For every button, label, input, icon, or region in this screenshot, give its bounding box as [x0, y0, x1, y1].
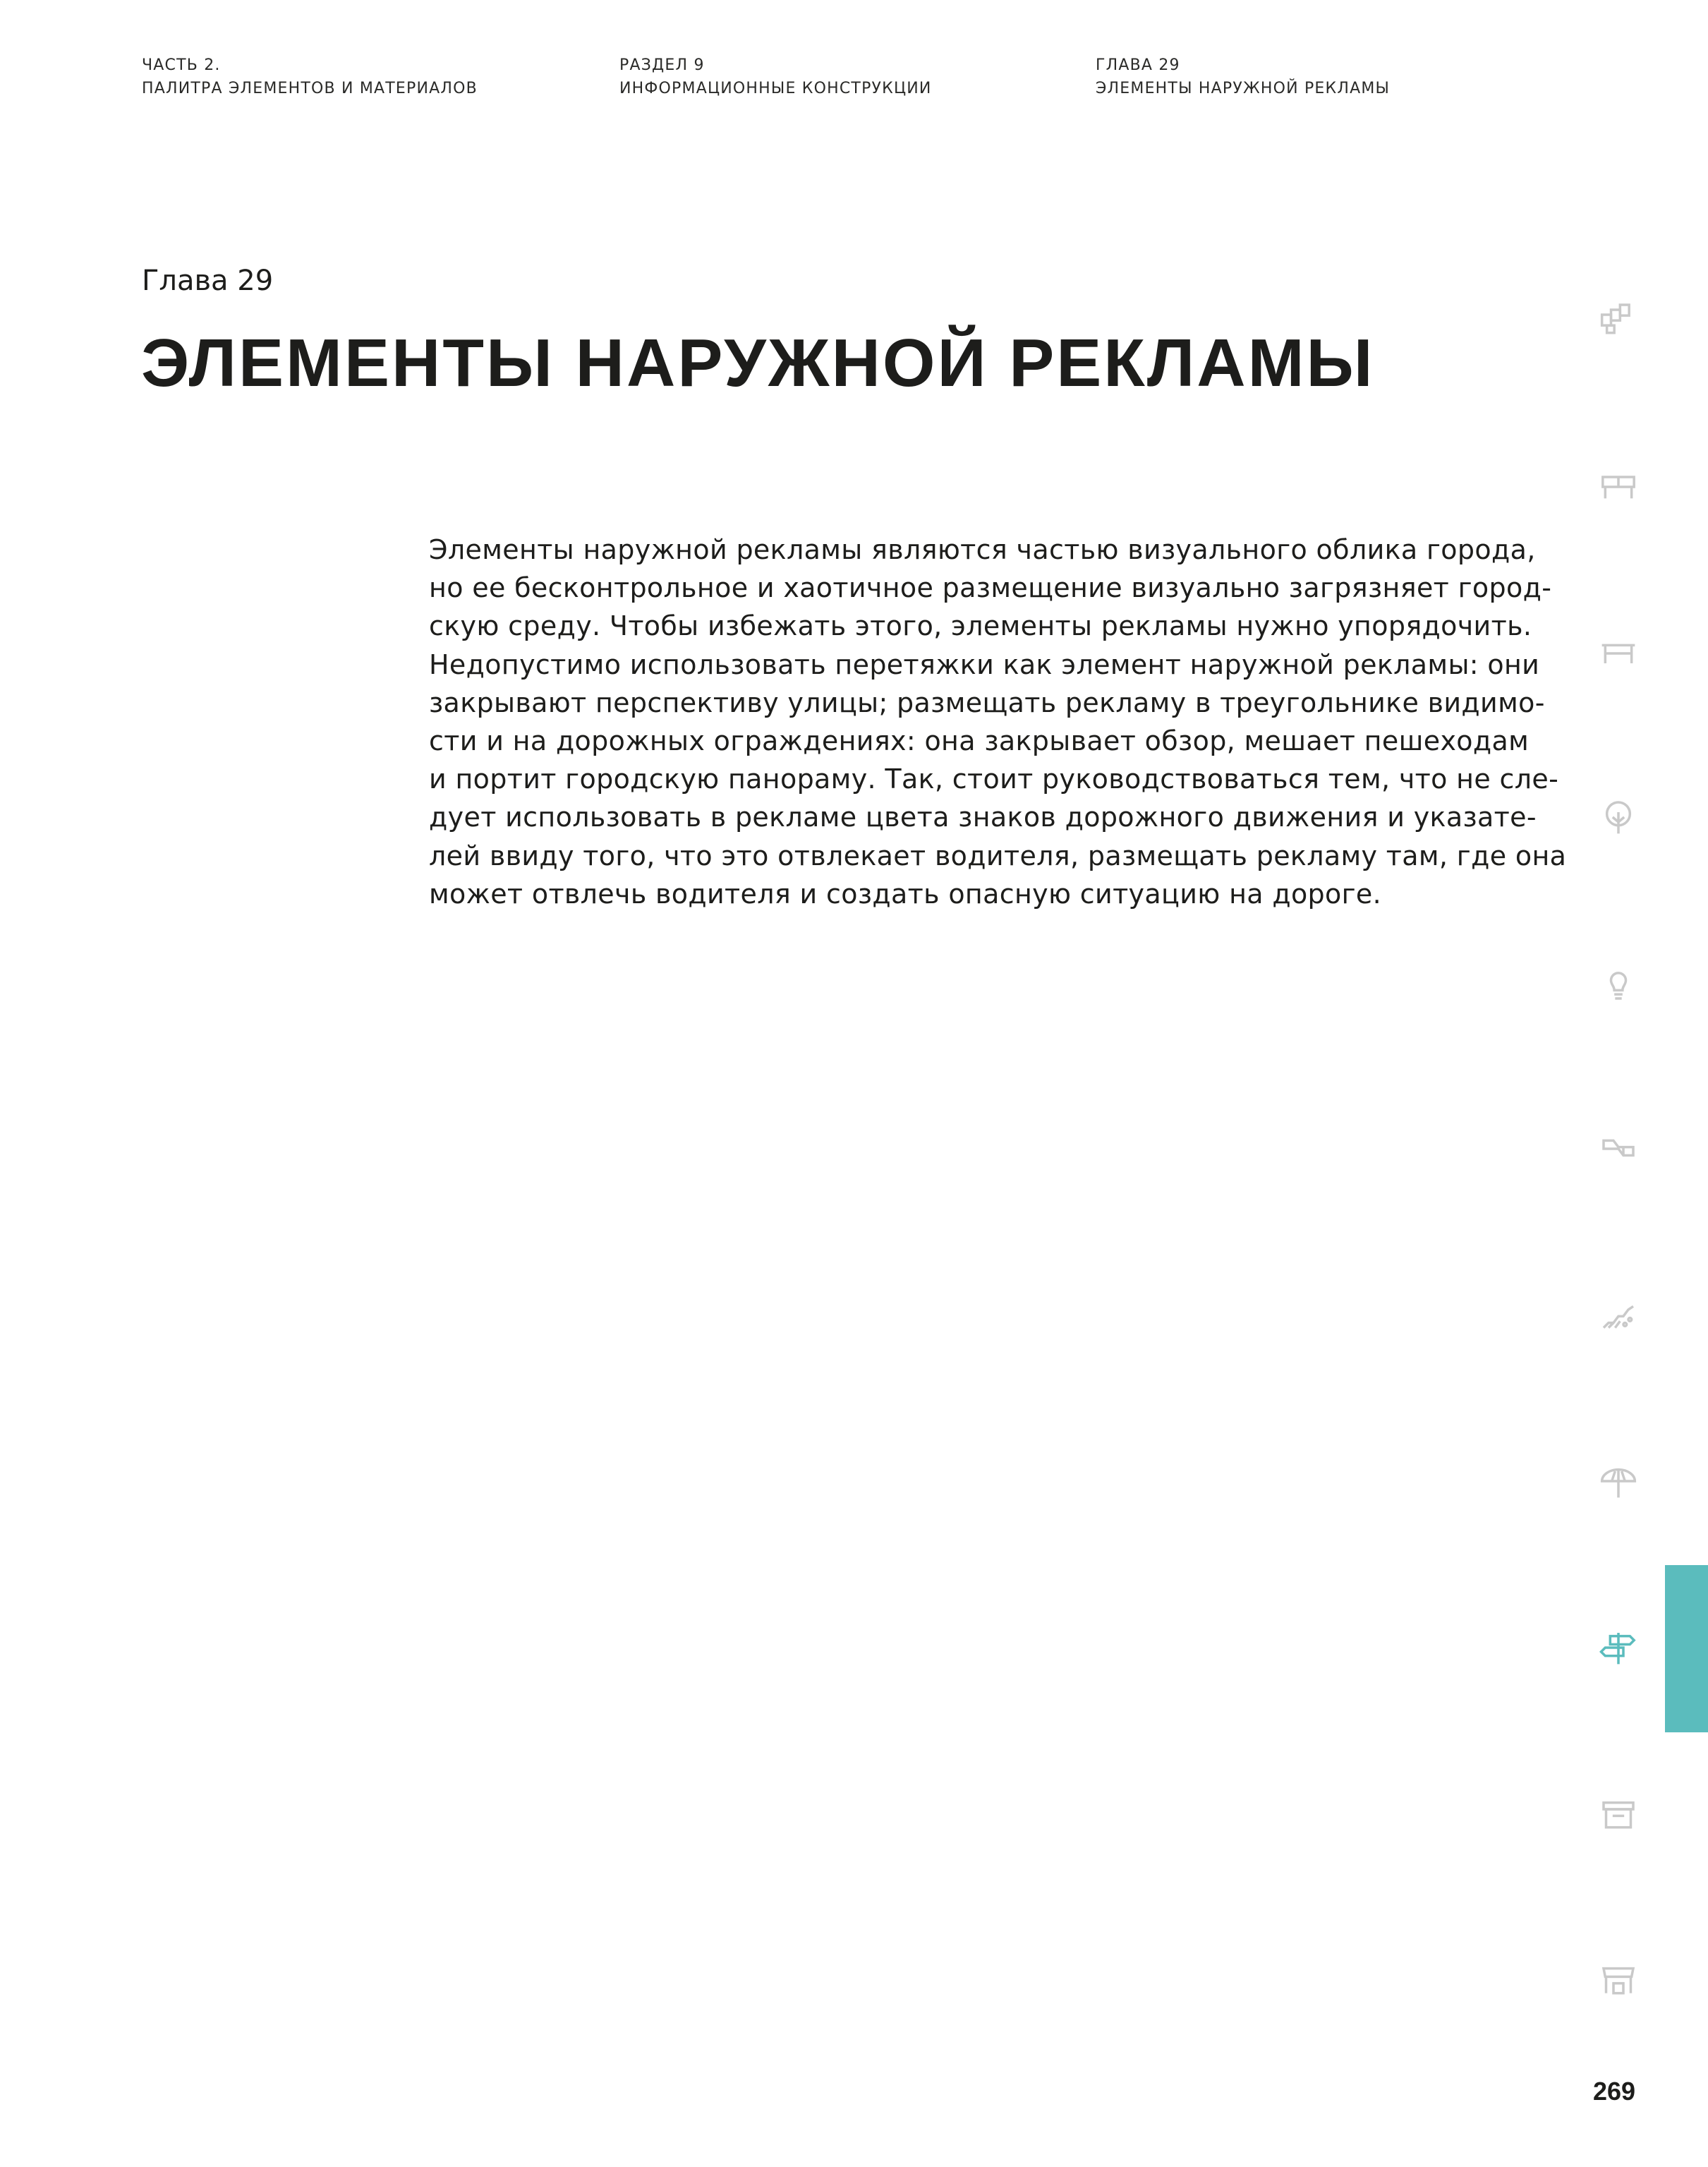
running-header-section: [619, 54, 932, 100]
running-header-chapter: [1096, 54, 1390, 100]
bench-icon[interactable]: [1599, 467, 1638, 507]
intro-line: Недопустимо использовать перетяжки как элемент наружной рекламы: они: [429, 648, 1540, 680]
active-section-tab: [1665, 1565, 1708, 1732]
header-part-title: ПАЛИТРА ЭЛЕМЕНТОВ И МАТЕРИАЛОВ: [142, 80, 478, 97]
header-section-label: РАЗДЕЛ 9: [619, 56, 705, 74]
tree-icon[interactable]: [1599, 797, 1638, 837]
table-icon[interactable]: [1599, 634, 1638, 673]
pipe-icon[interactable]: [1599, 1129, 1638, 1169]
running-header-part: [142, 54, 478, 100]
shop-icon[interactable]: [1599, 1960, 1638, 2000]
intro-line: дует использовать в рекламе цвета знаков дорожного движения и указате-: [429, 802, 1537, 833]
chapter-label: Глава 29: [142, 265, 274, 297]
intro-line: сти и на дорожных ограждениях: она закрывает обзор, мешает пешеходам: [429, 725, 1530, 757]
intro-line: может отвлечь водителя и создать опасную ситуацию на дороге.: [429, 878, 1382, 910]
signpost-icon[interactable]: [1599, 1628, 1638, 1667]
stairs-icon[interactable]: [1599, 1295, 1638, 1334]
intro-line: и портит городскую панораму. Так, стоит руководствоваться тем, что не сле-: [429, 763, 1559, 795]
intro-line: скую среду. Чтобы избежать этого, элементы рекламы нужно упорядочить.: [429, 610, 1532, 642]
intro-line: но ее бесконтрольное и хаотичное размещение визуально загрязняет город-: [429, 572, 1552, 604]
chapter-title: ЭЛЕМЕНТЫ НАРУЖНОЙ РЕКЛАМЫ: [141, 325, 1375, 401]
intro-line: закрывают перспективу улицы; размещать рекламу в треугольнике видимо-: [429, 687, 1545, 718]
kiosk-icon[interactable]: [1599, 1794, 1638, 1834]
page-number: 269: [1593, 2077, 1636, 2106]
header-chapter-label: ГЛАВА 29: [1096, 56, 1180, 74]
blocks-icon[interactable]: [1599, 300, 1638, 339]
header-chapter-title: ЭЛЕМЕНТЫ НАРУЖНОЙ РЕКЛАМЫ: [1096, 80, 1391, 97]
umbrella-icon[interactable]: [1599, 1461, 1638, 1501]
intro-line: Элементы наружной рекламы являются частью визуального облика города,: [429, 534, 1536, 565]
header-part-label: ЧАСТЬ 2.: [142, 56, 221, 74]
header-section-title: ИНФОРМАЦИОННЫЕ КОНСТРУКЦИИ: [619, 80, 932, 97]
intro-line: лей ввиду того, что это отвлекает водителя, размещать рекламу там, где она: [429, 840, 1567, 871]
lightbulb-icon[interactable]: [1599, 964, 1638, 1003]
intro-paragraph: [429, 531, 1567, 913]
